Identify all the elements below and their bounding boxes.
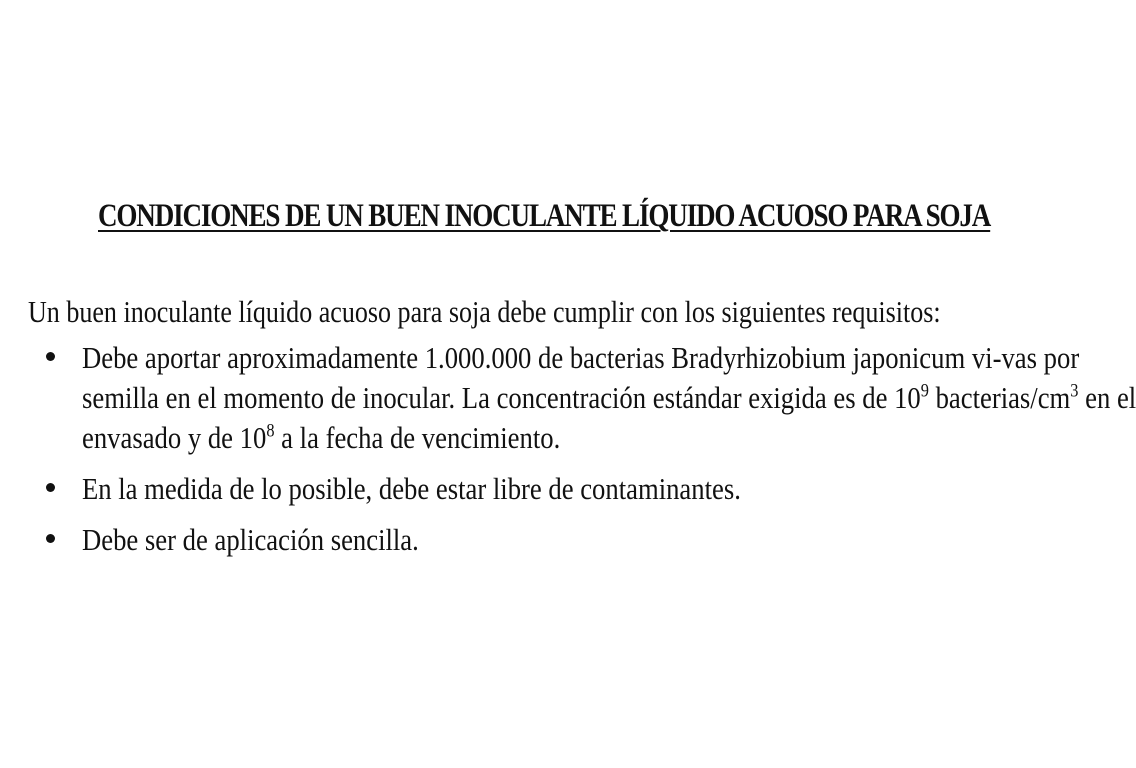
intro-paragraph: Un buen inoculante líquido acuoso para soja debe cumplir con los siguientes requisitos: [28, 294, 941, 329]
requirement-item-3 [0, 520, 1024, 560]
requirement-item-1 [0, 338, 1136, 458]
requirement-item-2 [0, 469, 1024, 509]
requirement-1-line-2-part-a: semilla en el momento de inocular. La concentración estándar exigida es de 10 [82, 380, 921, 415]
requirement-1-line-3-part-a: envasado y de 10 [82, 420, 267, 455]
exponent-3: 3 [1070, 380, 1079, 402]
bullet-icon [46, 534, 55, 543]
bullet-icon [46, 483, 55, 492]
requirement-text-2: En la medida de lo posible, debe estar libre de contaminantes. [82, 471, 741, 506]
requirement-1-line-3 [82, 418, 880, 458]
requirement-1-line-2-part-c: en el [1078, 380, 1136, 415]
bullet-icon [46, 352, 55, 361]
requirement-text-1 [82, 338, 1136, 458]
exponent-8: 8 [266, 420, 275, 442]
requirements-list [0, 338, 1136, 571]
requirement-1-line-3-part-b: a la fecha de vencimiento. [274, 420, 561, 455]
requirement-text-3: Debe ser de aplicación sencilla. [82, 522, 419, 557]
requirement-1-line-1: Debe aportar aproximadamente 1.000.000 de bacterias Bradyrhizobium japonicum vi-vas por [82, 340, 1080, 375]
requirement-1-line-2 [82, 378, 1136, 418]
document-title: CONDICIONES DE UN BUEN INOCULANTE LÍQUIDO ACUOSO PARA SOJA [98, 198, 991, 234]
requirement-1-line-2-part-b: bacterias/cm [928, 380, 1071, 415]
exponent-9: 9 [920, 380, 929, 402]
